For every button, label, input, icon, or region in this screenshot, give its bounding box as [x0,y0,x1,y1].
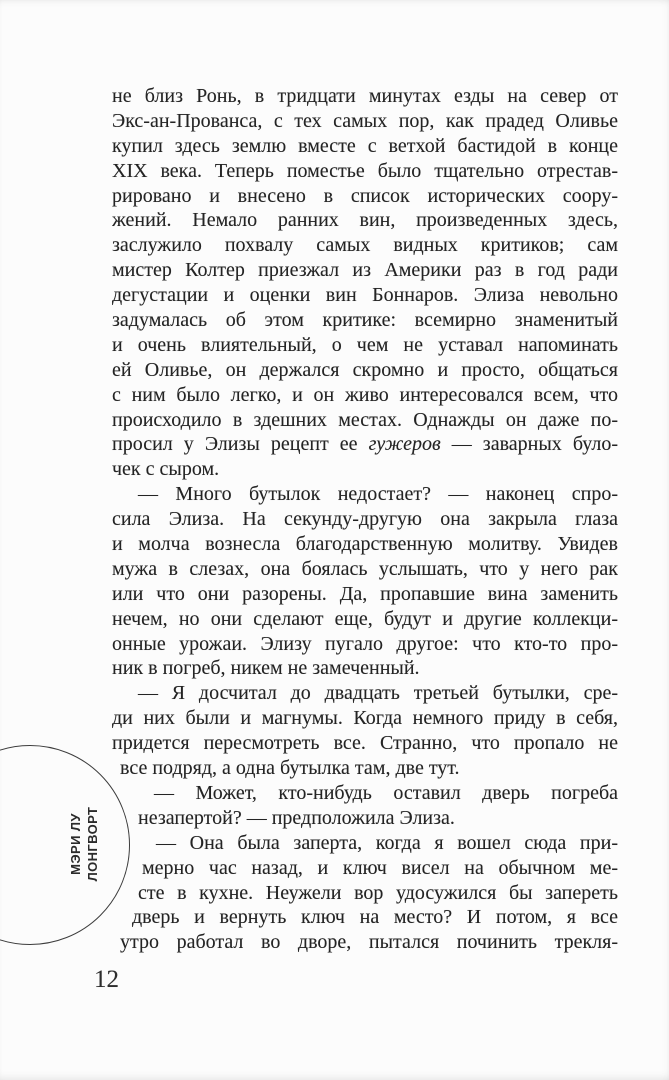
author-stamp-circle [0,745,130,945]
text-line: и очень влиятельный, о чем не уставал напоминать [112,333,618,356]
text-line: все подряд, а одна бутылка там, две тут. [120,757,460,780]
text-line: сила Элиза. На секунду-другую она закрыла глаза [112,508,618,531]
text-line: заслужило похвалу самых видных критиков; сам [112,234,618,257]
text-line: дегустации и оценки вин Боннаров. Элиза невольно [112,284,618,307]
author-name-line1: МЭРИ ЛУ [68,813,83,875]
text-line: сте в кухне. Неужели вор удосужился бы запереть [138,881,618,904]
text-line: просил у Элизы рецепт ее гужеров — заварных було- [112,433,618,456]
text-line: жений. Немало ранних вин, произведенных здесь, [112,209,618,232]
text-line: купил здесь землю вместе с ветхой бастидой в конце [112,134,618,157]
text-line: — Может, кто-нибудь оставил дверь погреба [154,781,618,804]
text-line: незапертой? — предположила Элиза. [138,806,455,829]
text-line: мерно час назад, и ключ висел на обычном ме- [142,856,618,879]
text-line: ди них были и магнумы. Когда немного приду в себя, [112,707,618,730]
text-line: не близ Ронь, в тридцати минутах езды на север от [112,85,618,107]
text-line: — Она была заперта, когда я вошел сюда при- [156,831,618,854]
page-number: 12 [94,966,119,993]
text-line: рировано и внесено в список исторических соору- [112,184,618,207]
text-line: — Я досчитал до двадцать третьей бутылки, сре- [138,682,618,705]
text-line: утро работал во дворе, пытался починить трекля- [120,931,618,954]
text-line: задумалась об этом критике: всемирно знаменитый [112,309,618,332]
text-line: с ним было легко, и он живо интересовался всем, что [112,383,618,406]
text-line: нечем, но они сделают еще, будут и другие коллекци- [112,607,618,630]
text-line: Экс-ан-Прованса, с тех самых пор, как прадед Оливье [112,109,618,132]
text-line: онные урожаи. Элизу пугало другое: что кто-то про- [112,632,618,655]
author-name-line2: ЛОНГВОРТ [85,806,100,882]
text-line: или что они разорены. Да, пропавшие вина заменить [112,582,618,605]
text-line: ник в погреб, никем не замеченный. [112,657,420,680]
text-line: — Много бутылок недостает? — наконец спро- [138,483,618,506]
text-line: дверь и вернуть ключ на место? И потом, я все [132,906,618,929]
page-text [112,84,618,955]
text-line: мистер Колтер приезжал из Америки раз в год ради [112,259,618,282]
text-line: чек с сыром. [112,458,220,481]
text-line: мужа в слезах, она боялась услышать, что у него рак [112,557,618,580]
text-line: ей Оливье, он держался скромно и просто, общаться [112,358,618,381]
text-line: происходило в здешних местах. Однажды он даже по- [112,408,618,431]
text-line: придется пересмотреть все. Странно, что пропало не [112,732,618,755]
author-name-vertical [67,807,101,882]
text-line: и молча вознесла благодарственную молитву. Увидев [112,533,618,556]
text-line: XIX века. Теперь поместье было тщательно отрестав- [112,159,618,182]
